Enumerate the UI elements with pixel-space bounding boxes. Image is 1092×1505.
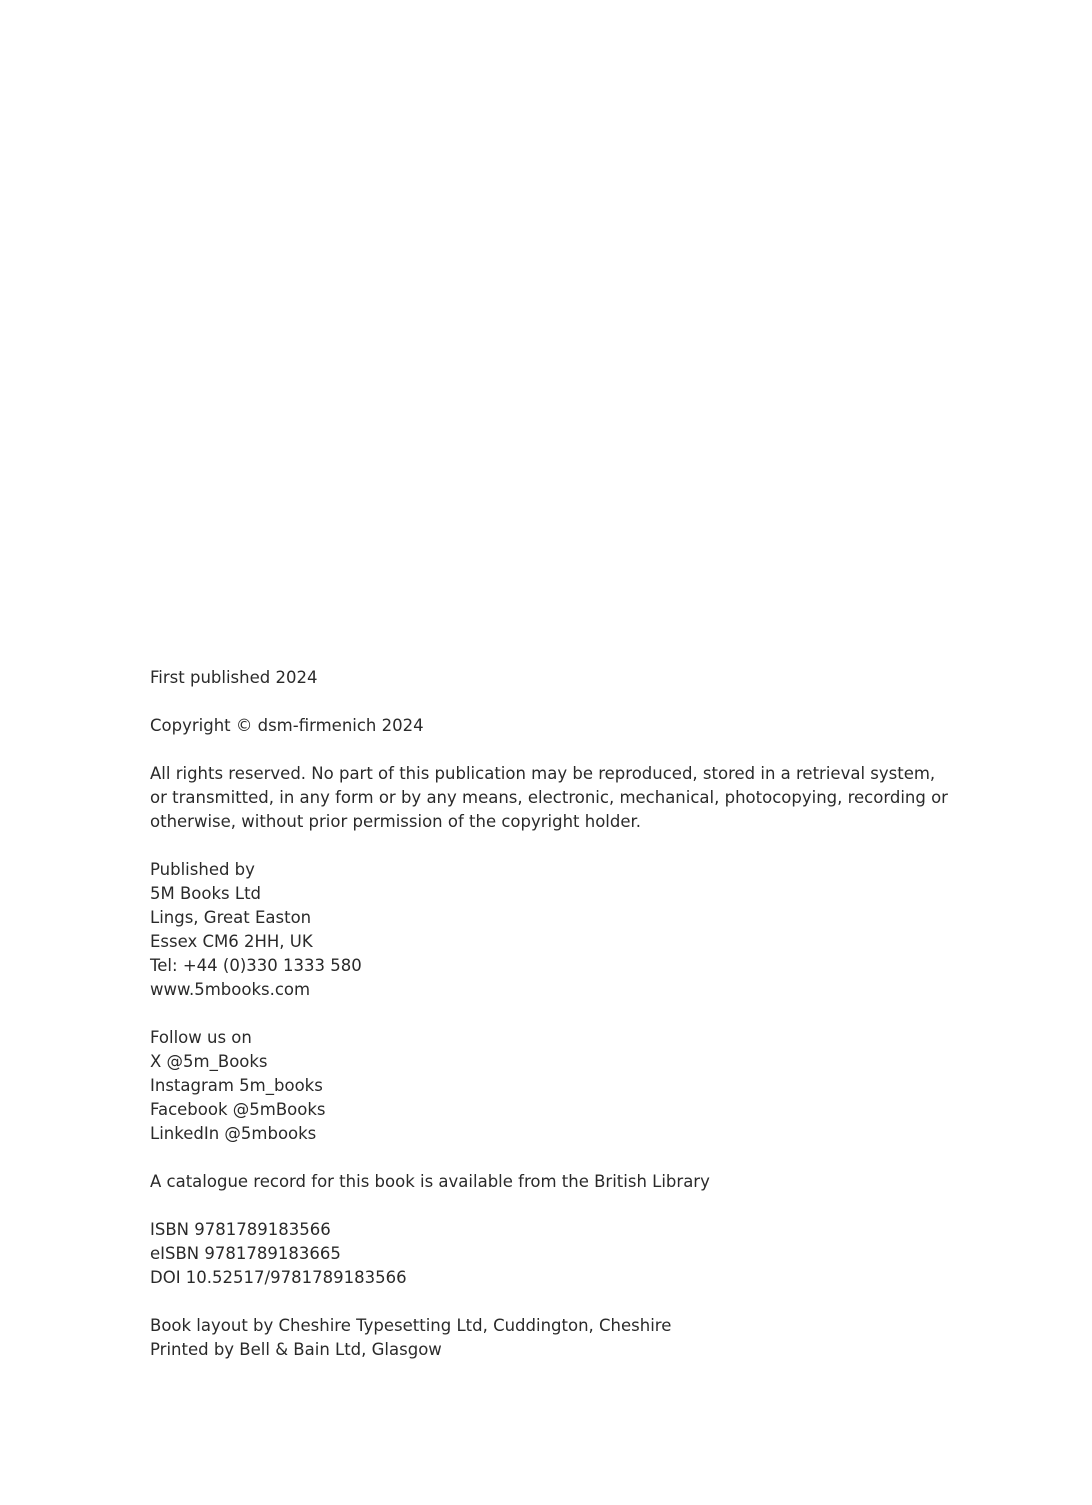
rights-line: All rights reserved. No part of this publication may be reproduced, stored in a retrieval system,	[150, 764, 936, 783]
first-published-text: First published 2024	[150, 668, 318, 687]
catalogue-record-text: A catalogue record for this book is available from the British Library	[150, 1172, 710, 1191]
isbn: ISBN 9781789183566	[150, 1220, 331, 1239]
social-linkedin: LinkedIn @5mbooks	[150, 1124, 317, 1143]
credits-block	[150, 1314, 950, 1362]
first-published-block	[150, 666, 950, 690]
layout-credit: Book layout by Cheshire Typesetting Ltd, Cuddington, Cheshire	[150, 1316, 672, 1335]
doi: DOI 10.52517/9781789183566	[150, 1268, 407, 1287]
published-by-label: Published by	[150, 860, 255, 879]
copyright-text: Copyright © dsm-firmenich 2024	[150, 716, 424, 735]
imprint-block	[150, 666, 950, 1362]
social-instagram: Instagram 5m_books	[150, 1076, 323, 1095]
catalogue-block	[150, 1170, 950, 1194]
printer-credit: Printed by Bell & Bain Ltd, Glasgow	[150, 1340, 442, 1359]
publisher-address-line: Lings, Great Easton	[150, 908, 312, 927]
social-facebook: Facebook @5mBooks	[150, 1100, 326, 1119]
follow-us-label: Follow us on	[150, 1028, 252, 1047]
publisher-telephone: Tel: +44 (0)330 1333 580	[150, 956, 362, 975]
social-x: X @5m_Books	[150, 1052, 268, 1071]
social-block	[150, 1026, 950, 1146]
identifiers-block	[150, 1218, 950, 1290]
copyright-block	[150, 714, 950, 738]
publisher-website: www.5mbooks.com	[150, 980, 311, 999]
rights-line: otherwise, without prior permission of the copyright holder.	[150, 812, 642, 831]
publisher-name: 5M Books Ltd	[150, 884, 262, 903]
rights-line: or transmitted, in any form or by any means, electronic, mechanical, photocopying, recording or	[150, 788, 948, 807]
eisbn: eISBN 9781789183665	[150, 1244, 341, 1263]
publisher-block	[150, 858, 950, 1002]
publisher-address-line: Essex CM6 2HH, UK	[150, 932, 313, 951]
rights-block	[150, 762, 950, 834]
